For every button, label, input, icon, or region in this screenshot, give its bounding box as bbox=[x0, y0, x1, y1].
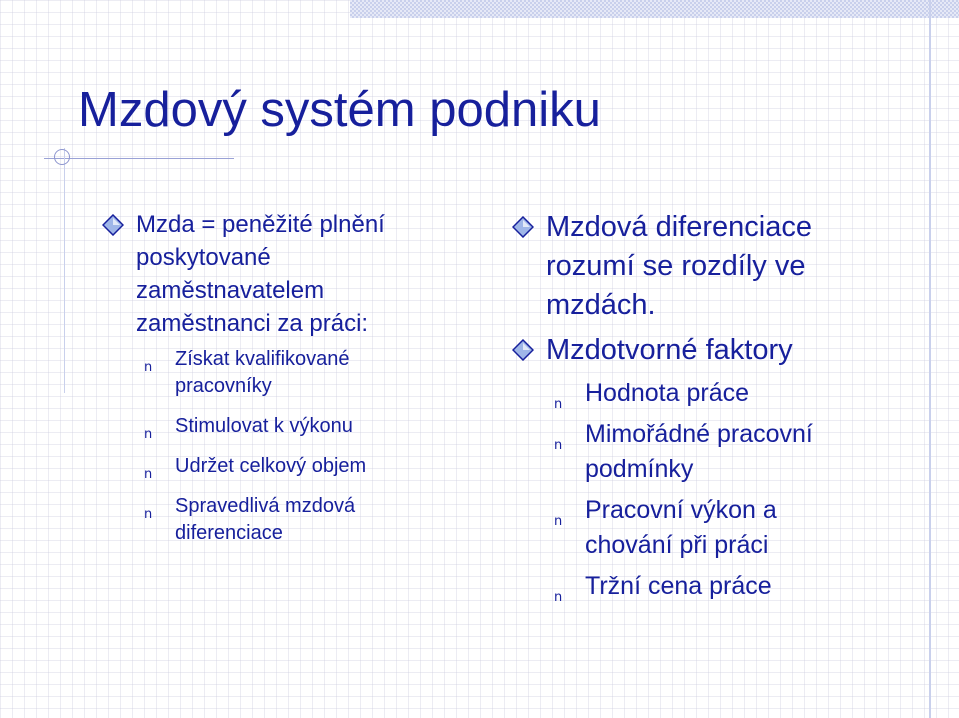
bullet-line: mzdách. bbox=[546, 289, 656, 321]
sub-bullet-marker: n bbox=[144, 467, 153, 482]
sub-bullet-marker: n bbox=[554, 438, 563, 453]
subitem-line: Stimulovat k výkonu bbox=[175, 415, 353, 437]
sub-bullet-marker: n bbox=[144, 360, 153, 375]
bullet-line: Mzdotvorné faktory bbox=[546, 334, 793, 366]
subitem-line: Spravedlivá mzdová bbox=[175, 495, 356, 517]
subitem-pracovni-vykon bbox=[510, 493, 930, 563]
bullet-mzdova-diferenciace bbox=[510, 208, 930, 325]
sub-bullet-marker: n bbox=[554, 514, 563, 529]
subitem-trzni-cena bbox=[510, 569, 930, 604]
right-column bbox=[510, 208, 930, 610]
subitem-hodnota bbox=[510, 376, 930, 411]
subitem-line: Získat kvalifikované bbox=[175, 348, 350, 370]
bullet-mzdotvorne-faktory bbox=[510, 331, 930, 370]
subitem-line: Mimořádné pracovní bbox=[585, 420, 813, 448]
subitem-line: Udržet celkový objem bbox=[175, 455, 367, 477]
sub-bullet-marker: n bbox=[144, 427, 153, 442]
diamond-bullet-icon bbox=[102, 214, 124, 236]
subitem-mimoradne bbox=[510, 417, 930, 487]
slide-title: Mzdový systém podniku bbox=[78, 83, 601, 137]
circle-crosshair-icon bbox=[54, 149, 70, 165]
sub-bullet-marker: n bbox=[554, 397, 563, 412]
subitem-line: Tržní cena práce bbox=[585, 572, 772, 600]
subitem-line: chování při práci bbox=[585, 531, 769, 559]
sub-bullet-marker: n bbox=[144, 507, 153, 522]
top-decorative-strip bbox=[350, 0, 959, 18]
sub-bullet-marker: n bbox=[554, 590, 563, 605]
bullet-line: zaměstnavatelem bbox=[136, 277, 325, 304]
subitem-line: podmínky bbox=[585, 455, 694, 483]
bullet-mzda bbox=[100, 208, 480, 340]
diamond-bullet-icon bbox=[512, 339, 534, 361]
bullet-line: Mzdová diferenciace bbox=[546, 211, 812, 243]
bullet-line: poskytované bbox=[136, 244, 271, 271]
subitem-spravedliva bbox=[100, 493, 480, 547]
bullet-line: Mzda = peněžité plnění bbox=[136, 211, 385, 238]
subitem-line: pracovníky bbox=[175, 375, 272, 397]
bullet-line: rozumí se rozdíly ve bbox=[546, 250, 806, 282]
bullet-line: zaměstnanci za práci: bbox=[136, 310, 369, 337]
diamond-bullet-icon bbox=[512, 216, 534, 238]
subitem-stimulovat bbox=[100, 413, 480, 440]
title-underline bbox=[44, 158, 234, 159]
subitem-line: diferenciace bbox=[175, 522, 283, 544]
subitem-ziskat bbox=[100, 346, 480, 400]
subitem-line: Pracovní výkon a bbox=[585, 496, 777, 524]
subitem-udrzet bbox=[100, 453, 480, 480]
left-column bbox=[100, 208, 480, 560]
left-vertical-rule bbox=[64, 148, 65, 393]
subitem-line: Hodnota práce bbox=[585, 379, 750, 407]
